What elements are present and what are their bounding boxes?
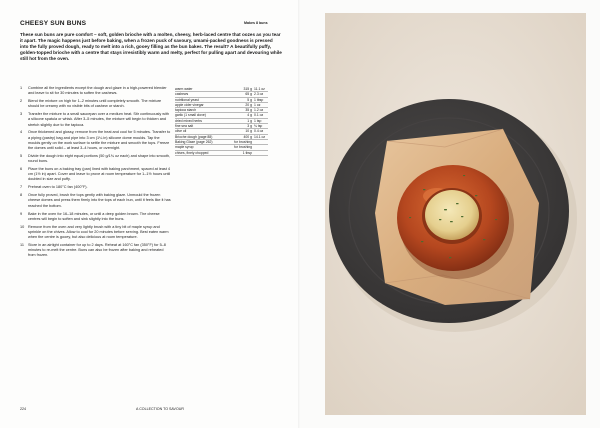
ingredient-imperial: 14.1 oz (254, 134, 268, 139)
method-step (20, 212, 172, 222)
food-photo (325, 13, 586, 415)
ingredient-name: garlic (1 small clove) (175, 113, 234, 118)
cheese-centre (425, 190, 479, 240)
ingredient-metric: 5 g (234, 97, 254, 102)
ingredient-name: cashews (175, 92, 234, 97)
ingredient-imperial: 1.2 oz (254, 108, 268, 113)
recipe-title: CHEESY SUN BUNS (20, 20, 87, 27)
step-number: 4 (20, 130, 23, 135)
ingredient-imperial: 1 tbsp (254, 97, 268, 102)
ingredient-imperial: 2.3 oz (254, 92, 268, 97)
ingredient-metric: 10 g (234, 129, 254, 134)
ingredient-imperial: ¾ tsp (254, 124, 268, 129)
method-step (20, 193, 172, 208)
ingredient-imperial: 0.1 oz (254, 113, 268, 118)
ingredient-metric: 4 g (234, 113, 254, 118)
method-list (20, 86, 172, 261)
ingredient-metric: 400 g (234, 134, 254, 139)
step-number: 1 (20, 86, 23, 90)
ingredient-metric: 20 g (234, 102, 254, 107)
step-text: Remove from the oven and very lightly brush with a tiny bit of maple syrup and sprinkle on the chives. Allow to cool for 20 minutes before serving. Best eaten warm when the centre is gooey, but also delicious at room temperature. (28, 224, 169, 239)
ingredient-row (175, 150, 268, 155)
step-number: 9 (20, 211, 23, 216)
ingredient-name: Brioche dough (page 88) (175, 134, 234, 139)
step-number: 2 (20, 99, 23, 104)
ingredient-metric: 1 tbsp (234, 150, 254, 155)
ingredient-name: tapioca starch (175, 108, 234, 113)
method-step (20, 154, 172, 164)
recipe-intro: These sun buns are pure comfort – soft, golden brioche with a molten, cheesy, herb-laced centre that oozes as you tear it apart. The magic happens just before baking, when a frozen puck of savoury, umami-packed goodness is pressed into the fully proved dough, ready to melt into a rich, gooey filling as the bun bakes. The result? A beautifully puffy, golden-topped brioche with a centre that stays irresistibly warm and melty, perfect for pulling apart and devouring while still hot from the oven. (20, 32, 282, 61)
ingredient-metric: for brushing (234, 139, 252, 144)
recipe-yield: Makes 8 buns (244, 21, 268, 25)
cheesy-bun-photo (325, 13, 586, 415)
ingredient-name: dried mixed herbs (175, 118, 234, 123)
ingredient-metric: 65 g (234, 92, 254, 97)
ingredient-metric: 3 g (234, 124, 254, 129)
page-number: 224 (20, 407, 26, 411)
step-text: Place the buns on a baking tray (pan) lined with baking parchment, spaced at least 4 cm (1½ in) apart. Cover and leave to prove at room temperature for 1–1½ hours until doubled in size and puffy. (28, 167, 171, 182)
ingredient-name: maple syrup (175, 145, 234, 150)
ingredient-name: Baking Glaze (page 262) (175, 139, 234, 144)
step-number: 8 (20, 193, 23, 198)
book-title-footer: A COLLECTION TO SAVOUR (136, 407, 184, 411)
step-number: 5 (20, 153, 23, 158)
method-step (20, 86, 172, 96)
step-text: Transfer the mixture to a small saucepan over a medium heat. Stir continuously with a silicone spatula or whisk. After 3–5 minutes, the mixture will begin to thicken and stretch slightly due to the tapioca. (28, 112, 170, 127)
method-step (20, 112, 172, 127)
ingredient-imperial: 0.4 oz (254, 129, 268, 134)
ingredient-metric: 1 g (234, 118, 254, 123)
ingredient-name: fine sea salt (175, 124, 234, 129)
ingredient-metric: 315 g (234, 87, 254, 92)
method-step (20, 99, 172, 109)
ingredient-name: olive oil (175, 129, 234, 134)
ingredient-metric: for brushing (234, 145, 252, 150)
step-text: Store in an airtight container for up to 2 days. Reheat at 160°C fan (350°F) for 5–8 minutes to re-melt the centre. Buns can also be frozen after baking and reheated from frozen. (28, 242, 166, 258)
ingredient-imperial: 1 oz (254, 102, 268, 107)
method-step (20, 167, 172, 182)
method-step (20, 130, 172, 151)
method-step (20, 225, 172, 240)
method-step (20, 243, 172, 258)
ingredients-table (175, 87, 268, 156)
step-number: 7 (20, 185, 23, 190)
step-text: Divide the dough into eight equal portions (50 g/1¾ oz each) and shape into smooth, round buns. (28, 153, 171, 164)
step-text: Once thickened and glossy, remove from the heat and cool for 5 minutes. Transfer to a piping (pastry) bag and pipe into 3 cm (1¼ in) silicone dome moulds. Tap the moulds gently on the work surface to settle the mixture and smooth the tops. Freeze the domes until solid – at least 3–4 hours, or overnight. (28, 130, 171, 150)
method-step (20, 185, 172, 190)
step-number: 11 (20, 242, 24, 247)
ingredient-imperial (254, 150, 268, 155)
ingredient-metric: 35 g (234, 108, 254, 113)
ingredient-imperial: 11.1 oz (254, 87, 268, 92)
ingredient-imperial: 1 tsp (254, 118, 268, 123)
step-number: 10 (20, 224, 25, 229)
step-text: Blend the mixture on high for 1–2 minutes until completely smooth. The mixture should be creamy with no visible bits of cashew or starch. (28, 99, 162, 109)
step-text: Once fully proved, brush the tops gently with baking glaze. Unmould the frozen cheese domes and press them firmly into the tops of each bun, until it feels like it has reached the bottom. (28, 193, 171, 208)
ingredient-name: nutritional yeast (175, 97, 234, 102)
step-text: Preheat oven to 180°C fan (400°F). (28, 185, 88, 190)
step-text: Combine all the ingredients except the dough and glaze in a high-powered blender and leave to sit for 30 minutes to soften the cashews. (28, 86, 167, 96)
ingredient-name: warm water (175, 87, 234, 92)
step-text: Bake in the oven for 16–18 minutes, or until a deep golden brown. The cheese centres will begin to soften and sink slightly into the buns. (28, 211, 160, 221)
step-number: 3 (20, 112, 23, 117)
step-number: 6 (20, 167, 23, 172)
ingredient-name: apple cider vinegar (175, 102, 234, 107)
ingredient-name: chives, finely chopped (175, 150, 234, 155)
